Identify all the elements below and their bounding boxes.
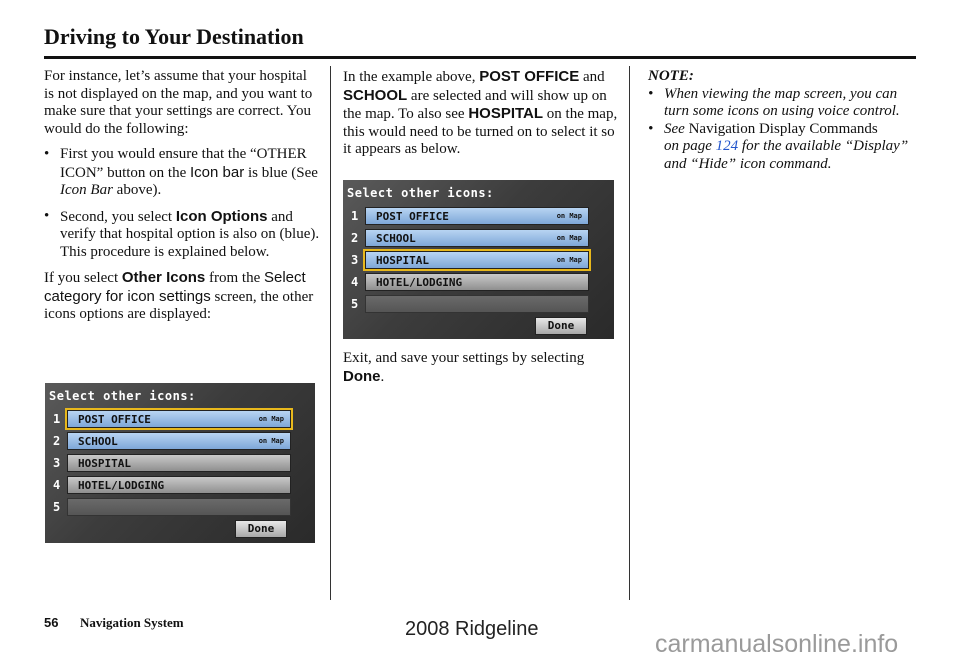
bullet-text: above). <box>112 182 162 198</box>
option-label: HOSPITAL <box>376 254 429 267</box>
option-label: HOTEL/LODGING <box>78 479 165 492</box>
row-number: 4 <box>53 478 61 492</box>
post-office-term: POST OFFICE <box>479 68 580 85</box>
icon-option-button[interactable] <box>67 410 291 428</box>
nav-screen-2 <box>343 180 614 339</box>
done-button[interactable]: Done <box>235 520 287 538</box>
option-label: HOTEL/LODGING <box>376 276 463 289</box>
screen-header: Select other icons: <box>347 186 494 200</box>
on-map-tag: on Map <box>258 415 284 423</box>
row-number: 3 <box>351 253 359 267</box>
row-number: 1 <box>53 412 61 426</box>
page-number: 56 <box>44 615 59 630</box>
site-watermark: carmanualsonline.info <box>655 630 899 658</box>
on-map-tag: on Map <box>258 437 284 445</box>
para-text: screen, the other icons options are displayed: <box>44 288 314 322</box>
screen-header: Select other icons: <box>49 389 196 403</box>
model-watermark: 2008 Ridgeline <box>405 618 539 640</box>
note-text: on page <box>664 138 716 154</box>
exit-paragraph <box>343 350 619 386</box>
on-map-tag: on Map <box>556 234 582 242</box>
option-label: SCHOOL <box>78 435 118 448</box>
note-reference: Navigation Display Commands <box>684 120 878 137</box>
para-text: In the example above, <box>343 69 480 85</box>
other-icons-term: Other Icons <box>121 269 206 286</box>
option-label: SCHOOL <box>376 232 416 245</box>
page-link[interactable]: 124 <box>715 138 739 154</box>
icon-option-button[interactable] <box>67 432 291 450</box>
nav-screen-1 <box>45 383 315 543</box>
note-label: NOTE: <box>648 68 694 84</box>
option-label: POST OFFICE <box>78 413 151 426</box>
para-text: on the map, this would need to be turned on to select it so it appears as below. <box>343 106 618 157</box>
icon-option-button[interactable] <box>365 295 589 313</box>
note-text: See <box>664 120 685 137</box>
done-term: Done <box>343 367 381 385</box>
row-number: 3 <box>53 456 61 470</box>
on-map-tag: on Map <box>556 212 582 220</box>
icon-option-button[interactable] <box>365 251 589 269</box>
icon-options-term: Icon Options <box>175 207 268 225</box>
page-title: Driving to Your Destination <box>44 24 304 49</box>
icon-option-button[interactable] <box>365 273 589 291</box>
bullet-text: and verify that hospital option is also on (blue). This procedure is explained below. <box>60 208 320 260</box>
column-1 <box>44 68 320 324</box>
note-text: for the available “Display” and “Hide” icon command. <box>664 138 909 172</box>
icon-option-button[interactable] <box>365 229 589 247</box>
note-text: When viewing the map screen, you can turn some icons on using voice control. <box>664 85 900 119</box>
row-number: 2 <box>351 231 359 245</box>
para-text: . <box>380 368 385 385</box>
option-label: POST OFFICE <box>376 210 449 223</box>
icon-bar-term: Icon bar <box>189 163 245 181</box>
icon-option-button[interactable] <box>67 498 291 516</box>
bullet-text: Second, you select <box>60 208 176 225</box>
bullet-item: • Second, you select Icon Options and verify that hospital option is also on (blue). This procedure is explained below. <box>44 207 320 260</box>
footer-label: Navigation System <box>80 615 184 630</box>
para-text: Exit, and save your settings by selecting <box>343 350 585 366</box>
icon-option-button[interactable] <box>365 207 589 225</box>
bullet-item: • First you would ensure that the “OTHER ICON” button on the Icon bar is blue (See Icon Bar above). <box>44 146 318 198</box>
para-text: from the <box>205 270 264 286</box>
row-number: 5 <box>351 297 359 311</box>
hospital-term: HOSPITAL <box>468 105 544 122</box>
para-text: are selected and will show up on the map. To also see <box>343 87 607 122</box>
bullet-text: First you would ensure that the “OTHER ICON” button on the <box>60 146 307 181</box>
note-item: • See Navigation Display Commands on page 124 for the available “Display” and “Hide” icon command. <box>648 120 909 172</box>
school-term: SCHOOL <box>343 86 408 104</box>
bullet-text: is blue (See <box>244 164 318 181</box>
para-text: If you select <box>44 270 122 286</box>
row-number: 2 <box>53 434 61 448</box>
option-label: HOSPITAL <box>78 457 131 470</box>
on-map-tag: on Map <box>556 256 582 264</box>
select-category-term: Select category for icon settings <box>44 269 306 305</box>
row-number: 1 <box>351 209 359 223</box>
example-paragraph <box>343 68 619 159</box>
column-divider <box>629 66 630 600</box>
done-button[interactable]: Done <box>535 317 587 335</box>
column-3 <box>648 68 916 173</box>
title-rule <box>44 56 916 59</box>
icon-option-button[interactable] <box>67 476 291 494</box>
row-number: 5 <box>53 500 61 514</box>
row-number: 4 <box>351 275 359 289</box>
note-item: • When viewing the map screen, you can turn some icons on using voice control. <box>648 85 900 119</box>
column-divider <box>330 66 331 600</box>
column-2 <box>343 68 619 159</box>
para-text: and <box>579 69 605 85</box>
other-icons-paragraph <box>44 269 320 324</box>
intro-paragraph: For instance, let’s assume that your hospital is not displayed on the map, and you want to make sure that your settings are correct. You would do the following: <box>44 68 313 137</box>
icon-bar-reference: Icon Bar <box>60 182 113 198</box>
icon-option-button[interactable] <box>67 454 291 472</box>
